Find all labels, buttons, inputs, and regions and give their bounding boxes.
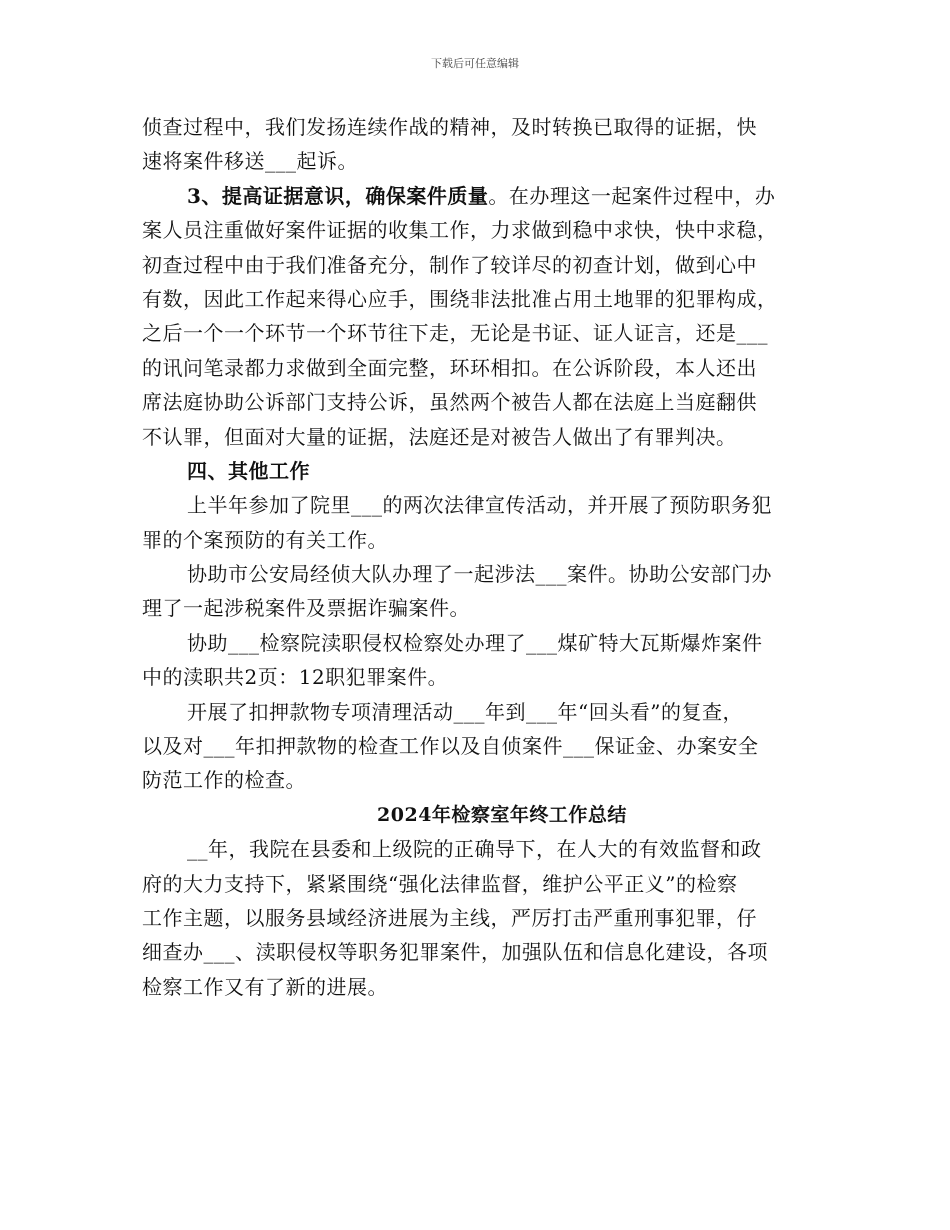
text-line: 以及对___年扣押款物的检查工作以及自侦案件___保证金、办案安全: [142, 734, 759, 759]
text-line: 府的大力支持下，紧紧围绕“强化法律监督，维护公平正义”的检察: [142, 871, 738, 896]
text-line: 席法庭协助公诉部门支持公诉，虽然两个被告人都在法庭上当庭翻供: [142, 390, 757, 415]
text-line: 工作主题，以服务县域经济进展为主线，严厉打击严重刑事犯罪，仔: [142, 905, 757, 930]
text-line: 协助市公安局经侦大队办理了一起涉法___案件。协助公安部门办: [187, 562, 772, 587]
text-line: 不认罪，但面对大量的证据，法庭还是对被告人做出了有罪判决。: [142, 424, 737, 449]
document-body: [142, 110, 822, 1004]
text-line: 之后一个一个环节一个环节往下走，无论是书证、证人证言，还是___: [142, 321, 768, 346]
text-line: 罪的个案预防的有关工作。: [142, 527, 388, 552]
text-line: 中的渎职共2页：12职犯罪案件。: [142, 665, 449, 690]
text-line: 侦查过程中，我们发扬连续作战的精神，及时转换已取得的证据，快: [142, 115, 757, 139]
document-title: 2024年检察室年终工作总结: [377, 803, 627, 826]
text-line: 初查过程中由于我们准备充分，制作了较详尽的初查计划，做到心中: [142, 252, 757, 277]
text-line: 协助___检察院渎职侵权检察处办理了___煤矿特大瓦斯爆炸案件: [187, 630, 763, 655]
text-line: 速将案件移送___起诉。: [142, 149, 358, 174]
text-line: 的讯问笔录都力求做到全面完整，环环相扣。在公诉阶段，本人还出: [142, 355, 757, 380]
section-heading: 四、其他工作: [187, 458, 310, 483]
page-header: 下载后可任意编辑: [431, 57, 519, 70]
text-line: 理了一起涉税案件及票据诈骗案件。: [142, 596, 470, 621]
subheading-line: 3、提高证据意识，确保案件质量。在办理这一起案件过程中，办: [187, 183, 776, 208]
text-line: 防范工作的检查。: [142, 768, 306, 793]
text-line: 检察工作又有了新的进展。: [142, 974, 388, 999]
text-line: 开展了扣押款物专项清理活动___年到___年“回头看”的复查，: [187, 699, 743, 724]
text-line: 上半年参加了院里___的两次法律宣传活动，并开展了预防职务犯: [187, 493, 772, 518]
text-line: 案人员注重做好案件证据的收集工作，力求做到稳中求快，快中求稳，: [142, 218, 778, 243]
subheading-bold: 3、提高证据意识，确保案件质量: [187, 183, 489, 208]
text-line: 有数，因此工作起来得心应手，围绕非法批准占用土地罪的犯罪构成，: [142, 286, 778, 311]
text-line: __年，我院在县委和上级院的正确导下，在人大的有效监督和政: [187, 837, 762, 862]
text-line: 细查办___、渎职侵权等职务犯罪案件，加强队伍和信息化建设，各项: [142, 940, 768, 965]
